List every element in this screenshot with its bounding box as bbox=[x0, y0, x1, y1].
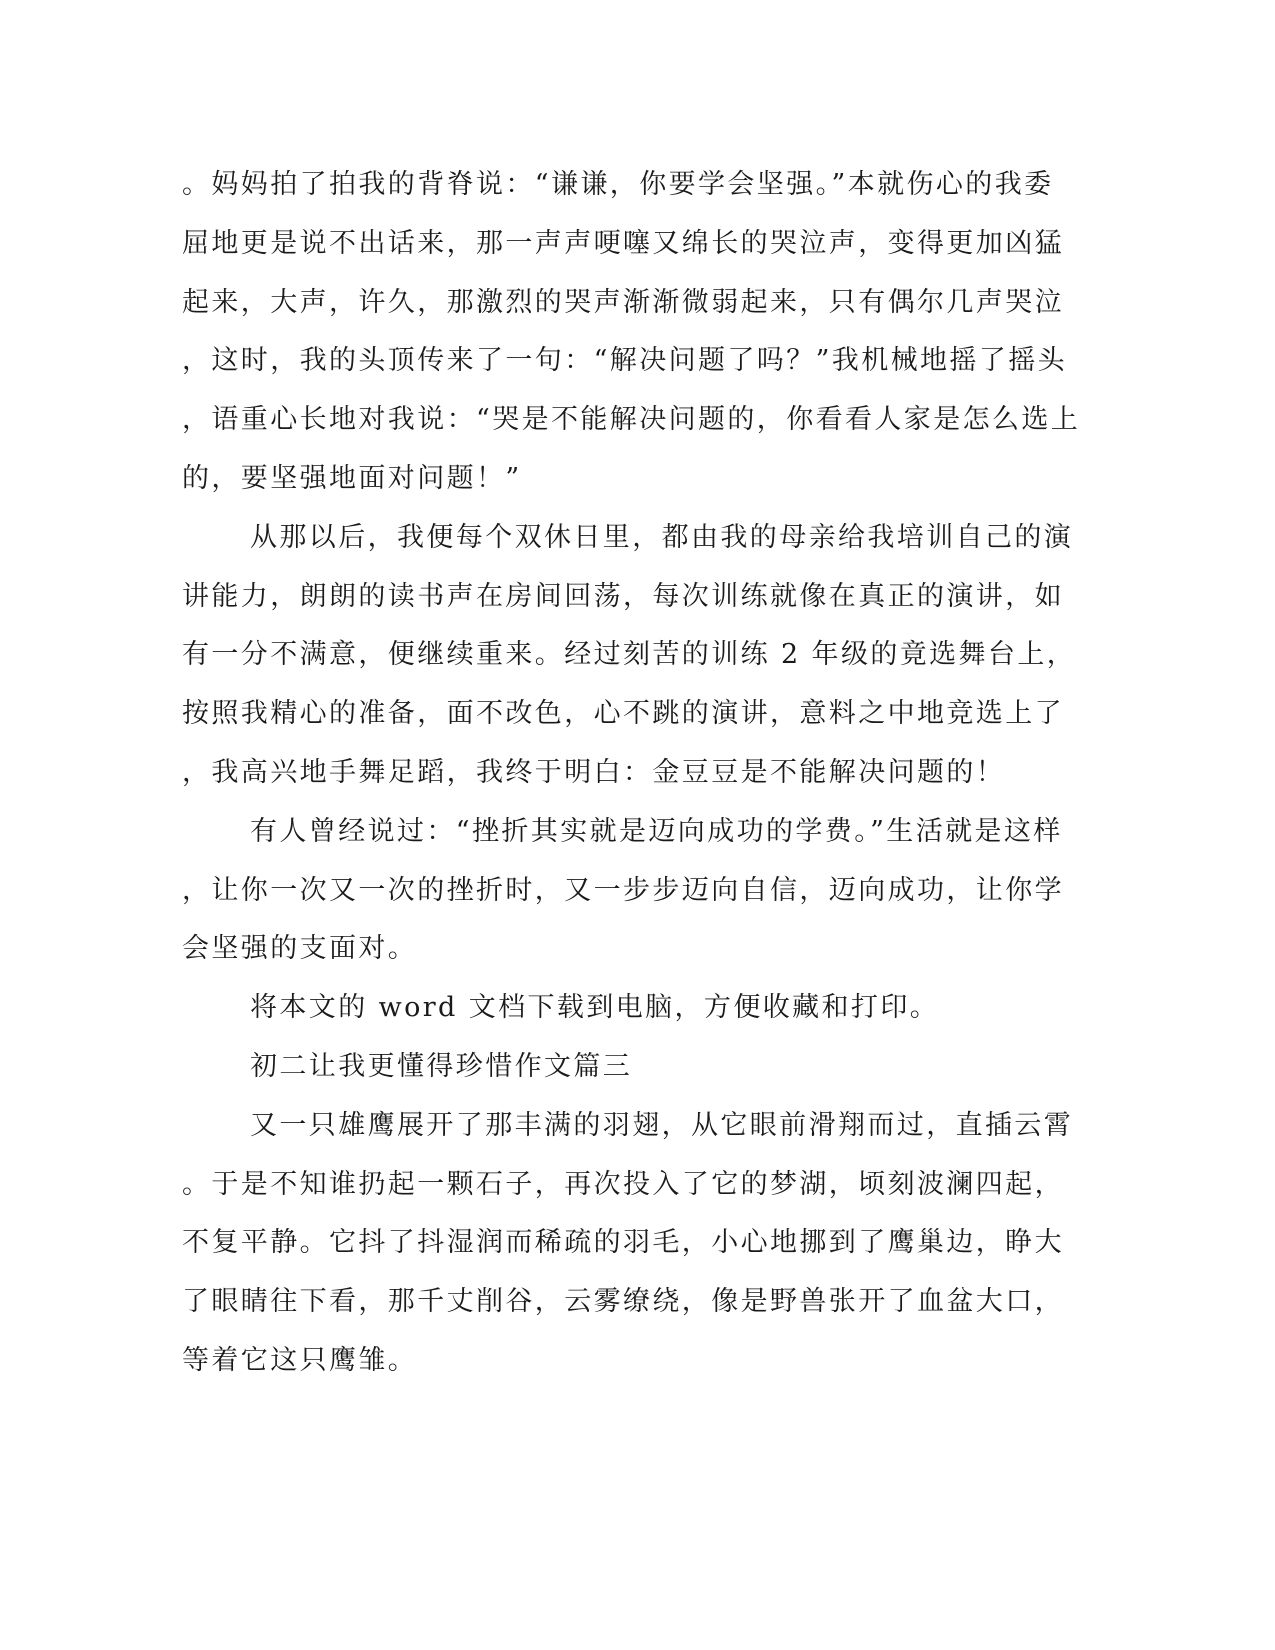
download-note bbox=[182, 979, 1032, 1038]
text-line: 将本文的 word 文档下载到电脑，方便收藏和打印。 bbox=[250, 992, 940, 1024]
text-line: 不复平静。它抖了抖湿润而稀疏的羽毛，小心地挪到了鹰巢边，睁大 bbox=[182, 1227, 1064, 1259]
text-line: 讲能力，朗朗的读书声在房间回荡，每次训练就像在真正的演讲，如 bbox=[182, 580, 1064, 612]
section-heading bbox=[182, 1038, 1032, 1097]
text-line: 屈地更是说不出话来，那一声声哽噻又绵长的哭泣声，变得更加凶猛 bbox=[182, 227, 1064, 259]
text-line: ，让你一次又一次的挫折时，又一步步迈向自信，迈向成功，让你学 bbox=[182, 874, 1064, 906]
text-line: 又一只雄鹰展开了那丰满的羽翅，从它眼前滑翔而过，直插云霄 bbox=[250, 1109, 1074, 1141]
document-body bbox=[182, 156, 1081, 1391]
text-line: 会坚强的支面对。 bbox=[182, 933, 418, 965]
text-line: 初二让我更懂得珍惜作文篇三 bbox=[250, 1050, 633, 1082]
text-line: 等着它这只鹰雏。 bbox=[182, 1344, 418, 1376]
text-line: 。妈妈拍了拍我的背脊说：“谦谦，你要学会坚强。”本就伤心的我委 bbox=[182, 169, 1054, 200]
text-line: 。于是不知谁扔起一颗石子，再次投入了它的梦湖，顷刻波澜四起， bbox=[182, 1168, 1064, 1200]
text-line: 起来，大声，许久，那激烈的哭声渐渐微弱起来，只有偶尔几声哭泣 bbox=[182, 286, 1064, 318]
text-line: 了眼睛往下看，那千丈削谷，云雾缭绕，像是野兽张开了血盆大口， bbox=[182, 1286, 1064, 1318]
text-line: ，语重心长地对我说：“哭是不能解决问题的，你看看人家是怎么选上 bbox=[182, 404, 1081, 436]
text-line: ，我高兴地手舞足蹈，我终于明白：金豆豆是不能解决问题的！ bbox=[182, 756, 1006, 788]
paragraph-3 bbox=[182, 803, 1064, 979]
text-line: 有一分不满意，便继续重来。经过刻苦的训练 2 年级的竟选舞台上， bbox=[182, 639, 1077, 671]
text-line: 从那以后，我便每个双休日里，都由我的母亲给我培训自己的演 bbox=[250, 521, 1074, 553]
text-line: 按照我精心的准备，面不改色，心不跳的演讲，意料之中地竞选上了 bbox=[182, 698, 1064, 730]
text-line: 的，要坚强地面对问题！” bbox=[182, 462, 522, 494]
text-line: ，这时，我的头顶传来了一句：“解决问题了吗？”我机械地摇了摇头 bbox=[182, 345, 1068, 377]
text-line: 有人曾经说过：“挫折其实就是迈向成功的学费。”生活就是这样 bbox=[250, 815, 1063, 847]
paragraph-4 bbox=[182, 1097, 1074, 1391]
paragraph-1 bbox=[182, 156, 1081, 509]
paragraph-2 bbox=[182, 509, 1077, 803]
